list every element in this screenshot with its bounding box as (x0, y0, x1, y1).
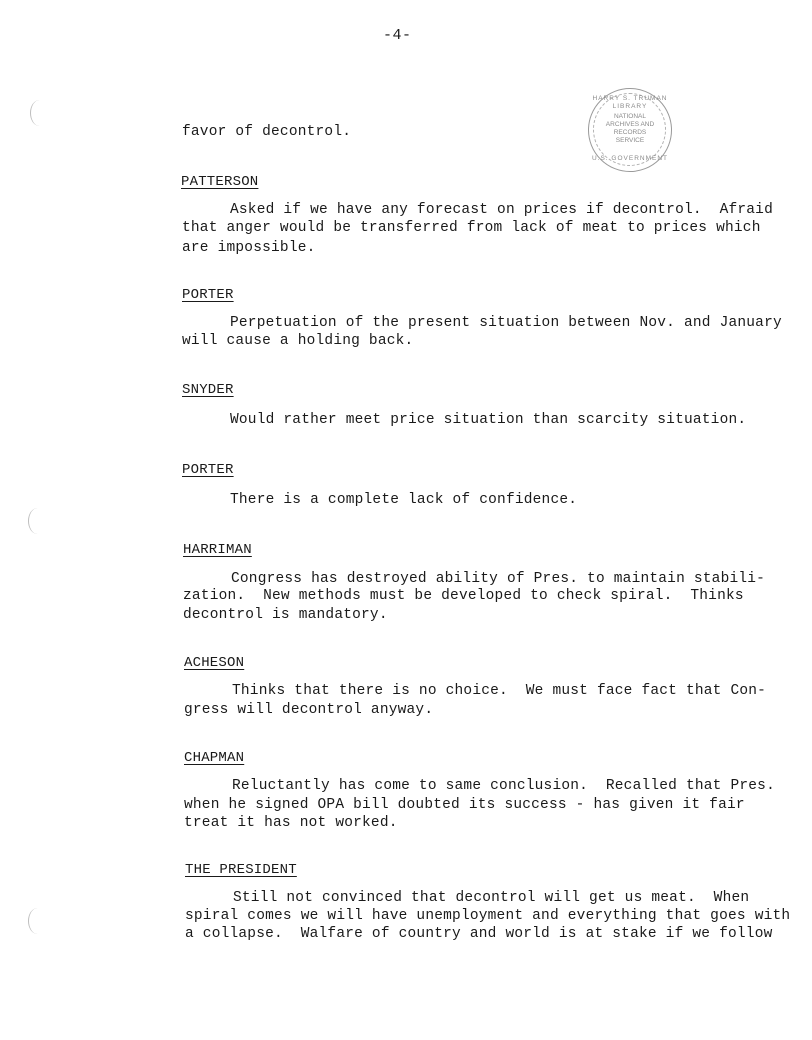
stamp-line: NATIONAL (613, 113, 647, 120)
stamp-center-text (589, 113, 671, 145)
statement-line: decontrol is mandatory. (183, 607, 388, 623)
statement-line: treat it has not worked. (184, 815, 398, 831)
statement-line: zation. New methods must be developed to check spiral. Thinks (183, 588, 744, 604)
statement-line: are impossible. (182, 240, 316, 256)
statement-line: Asked if we have any forecast on prices if decontrol. Afraid (230, 202, 773, 218)
statement-line: a collapse. Walfare of country and world is at stake if we follow (185, 926, 773, 942)
speaker-heading: ACHESON (184, 655, 245, 671)
speaker-heading: PATTERSON (181, 174, 259, 190)
statement-line: Perpetuation of the present situation between Nov. and January (230, 315, 782, 331)
statement-line: Thinks that there is no choice. We must face fact that Con- (232, 683, 767, 699)
statement-line: gress will decontrol anyway. (184, 702, 434, 718)
stamp-line: SERVICE (615, 137, 645, 144)
speaker-heading: THE PRESIDENT (185, 862, 297, 878)
statement-line: Still not convinced that decontrol will get us meat. When (233, 890, 750, 906)
continuation-text: favor of decontrol. (182, 124, 352, 140)
page-number: -4- (383, 27, 412, 44)
archive-stamp (588, 88, 672, 172)
binder-hole-mark (28, 508, 47, 534)
stamp-line: RECORDS (613, 129, 647, 136)
speaker-heading: CHAPMAN (184, 750, 245, 766)
statement-line: There is a complete lack of confidence. (230, 492, 578, 508)
stamp-ring-bottom-text: U.S. GOVERNMENT (591, 155, 669, 162)
statement-line: Would rather meet price situation than scarcity situation. (230, 412, 747, 428)
statement-line: Congress has destroyed ability of Pres. to maintain stabili- (231, 571, 766, 587)
speaker-heading: PORTER (182, 462, 234, 478)
binder-hole-mark (30, 100, 49, 126)
statement-line: Reluctantly has come to same conclusion. Recalled that Pres. (232, 778, 775, 794)
statement-line: spiral comes we will have unemployment and everything that goes with (185, 908, 791, 924)
speaker-heading: HARRIMAN (183, 542, 252, 558)
stamp-ring-top-text: HARRY S. TRUMAN LIBRARY (592, 95, 668, 110)
statement-line: will cause a holding back. (182, 333, 414, 349)
speaker-heading: PORTER (182, 287, 234, 303)
statement-line: when he signed OPA bill doubted its success - has given it fair (184, 797, 745, 813)
statement-line: that anger would be transferred from lack of meat to prices which (182, 220, 761, 236)
speaker-heading: SNYDER (182, 382, 234, 398)
binder-hole-mark (28, 908, 47, 934)
stamp-line: ARCHIVES AND (605, 121, 655, 128)
